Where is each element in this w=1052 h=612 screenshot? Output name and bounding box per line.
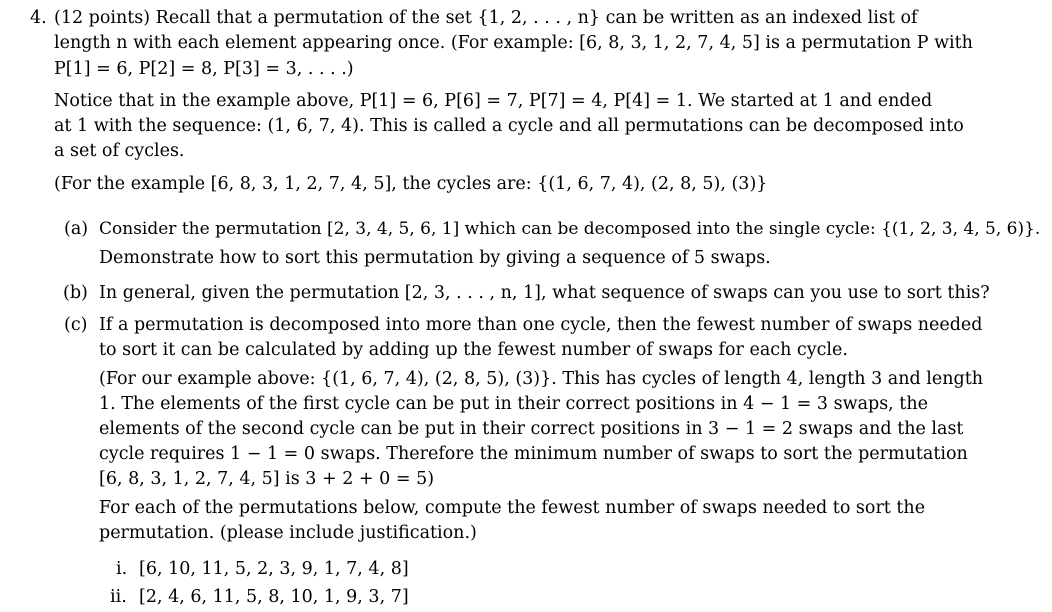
part-b-line-1: In general, given the permutation [2, 3, . . . , n, 1], what sequence of swaps can you use to sort this? — [99, 283, 990, 303]
notice-line-2: at 1 with the sequence: (1, 6, 7, 4). This is called a cycle and all permutations can be decomposed into — [54, 116, 964, 136]
item-ii-permutation: [2, 4, 6, 11, 5, 8, 10, 1, 9, 3, 7] — [139, 587, 409, 607]
part-c-line-2: to sort it can be calculated by adding up the fewest number of swaps for each cycle. — [99, 340, 848, 360]
part-b-label: (b) — [63, 283, 88, 303]
notice-line-3: a set of cycles. — [54, 141, 185, 161]
example-cycles: (For the example [6, 8, 3, 1, 2, 7, 4, 5], the cycles are: {(1, 6, 7, 4), (2, 8, 5), (3)} — [54, 174, 768, 194]
problem-number: 4. — [30, 8, 47, 28]
item-i-label: i. — [116, 559, 128, 579]
part-c-example-line-3: elements of the second cycle can be put in their correct positions in 3 − 1 = 2 swaps and the last — [99, 419, 964, 439]
intro-line-2: length n with each element appearing once. (For example: [6, 8, 3, 1, 2, 7, 4, 5] is a permutation P with — [54, 33, 973, 53]
part-c-task-line-2: permutation. (please include justification.) — [99, 523, 477, 543]
intro-line-3: P[1] = 6, P[2] = 8, P[3] = 3, . . . .) — [54, 59, 354, 79]
item-i-permutation: [6, 10, 11, 5, 2, 3, 9, 1, 7, 4, 8] — [139, 559, 409, 579]
part-a-label: (a) — [64, 219, 89, 239]
part-a-line-2: Demonstrate how to sort this permutation by giving a sequence of 5 swaps. — [99, 248, 771, 268]
item-ii-label: ii. — [110, 587, 127, 607]
part-c-label: (c) — [64, 315, 88, 335]
part-c-task-line-1: For each of the permutations below, compute the fewest number of swaps needed to sort the — [99, 498, 926, 518]
part-a-line-1: Consider the permutation [2, 3, 4, 5, 6, 1] which can be decomposed into the single cycle: {(1, 2, 3, 4, 5, 6)}. — [99, 219, 1041, 239]
part-c-line-1: If a permutation is decomposed into more than one cycle, then the fewest number of swaps needed — [99, 315, 983, 335]
part-c-example-line-1: (For our example above: {(1, 6, 7, 4), (2, 8, 5), (3)}. This has cycles of length 4, length 3 and length — [99, 369, 983, 389]
part-c-example-line-5: [6, 8, 3, 1, 2, 7, 4, 5] is 3 + 2 + 0 = 5) — [99, 469, 435, 489]
part-c-example-line-2: 1. The elements of the first cycle can be put in their correct positions in 4 − 1 = 3 swaps, the — [99, 394, 928, 414]
part-c-example-line-4: cycle requires 1 − 1 = 0 swaps. Therefore the minimum number of swaps to sort the permutation — [99, 444, 968, 464]
notice-line-1: Notice that in the example above, P[1] = 6, P[6] = 7, P[7] = 4, P[4] = 1. We started at 1 and ended — [54, 91, 933, 111]
intro-line-1: (12 points) Recall that a permutation of the set {1, 2, . . . , n} can be written as an indexed list of — [54, 8, 918, 28]
